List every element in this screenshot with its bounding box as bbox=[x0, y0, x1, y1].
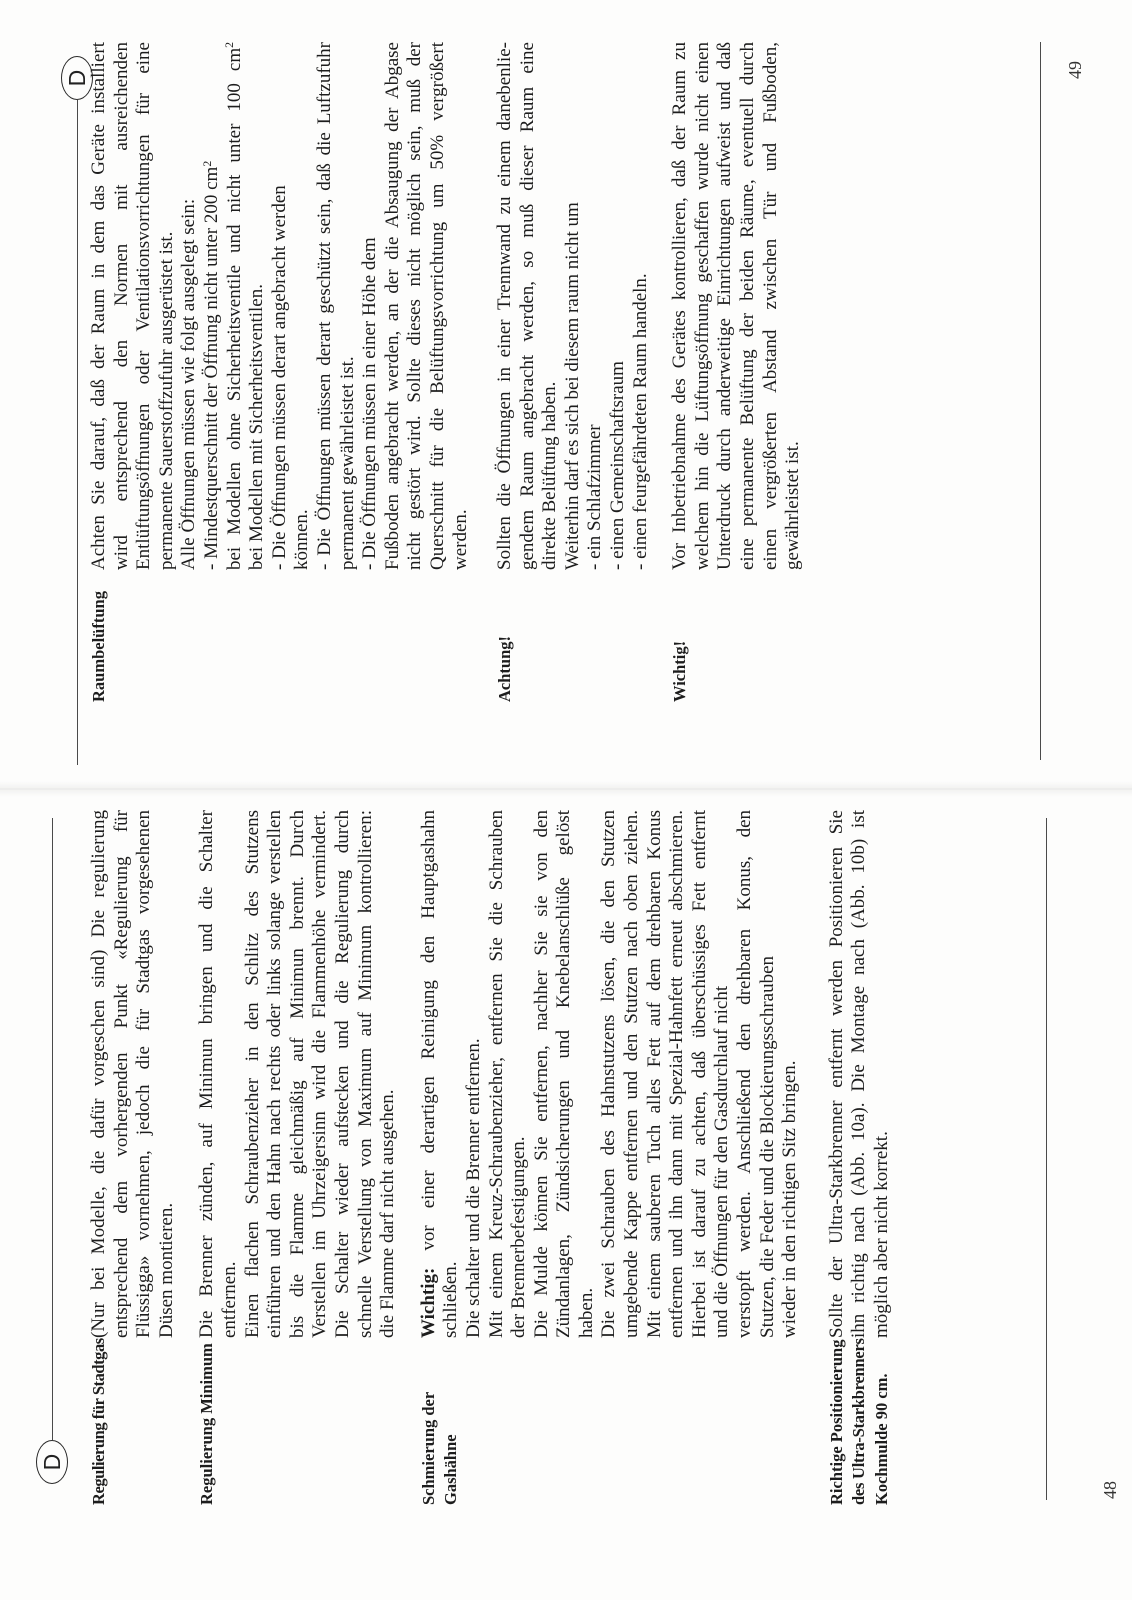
footer-rule bbox=[1046, 818, 1047, 1500]
paragraph bbox=[669, 42, 805, 570]
paragraph bbox=[224, 42, 269, 570]
text-line: Die Mulde können Sie entfernen, nachher Sie sie von den bbox=[530, 810, 552, 1338]
text-line: Hierbei ist darauf zu achten, daß überschüssiges Fett entfernt bbox=[688, 810, 710, 1338]
text-line: Stutzen, die Feder und die Blockierungsschrauben bbox=[756, 955, 778, 1338]
text-line: Weiterhin darf es sich bei diesem raum nicht um bbox=[561, 202, 583, 570]
section-wichtig bbox=[669, 42, 805, 702]
line-text: bei Modellen ohne Sicherheitsventile und nicht unter 100 cm bbox=[223, 47, 245, 570]
section-body bbox=[88, 42, 472, 570]
section-heading-line: Kochmulde 90 cm. bbox=[872, 1373, 891, 1505]
text-line: Vor Inbetriebnahme des Gerätes kontrollieren, daß der Raum zu bbox=[669, 42, 691, 570]
text-line: (Nur bei Modelle, die dafür vorgeschen sind) Die regulierung bbox=[88, 810, 109, 1338]
text-line: Alle Öffnungen müssen wie folgt ausgelegt sein: bbox=[178, 198, 200, 570]
section-body bbox=[669, 42, 805, 570]
header-rule bbox=[52, 818, 53, 1440]
paragraph bbox=[630, 42, 653, 570]
text-line: Die zwei Schrauben des Hahnstutzens lösen, die den Stutzen bbox=[598, 810, 620, 1338]
text-line bbox=[224, 42, 247, 570]
text-line: - Die Öffnungen müssen derart geschützt sein, daß die Luftzufuhr bbox=[313, 42, 335, 570]
text-line: ihn richtig nach (Abb. 10a). Die Montage nach (Abb. 10b) ist bbox=[848, 810, 870, 1338]
text-line: Querschnitt für die Belüftungsvorrichtung um 50% vergrößert bbox=[426, 42, 448, 570]
text-line: haben. bbox=[575, 1287, 597, 1338]
text-line: Verstellen im Uhrzeigersinn wird die Flammenhöhe vermindert. bbox=[309, 810, 331, 1338]
section-regulierung-minimum bbox=[196, 810, 399, 1505]
paragraph bbox=[178, 42, 201, 570]
text-line: Unterdruck durch anderweitige Einrichtungen aufweist und daß bbox=[714, 42, 736, 570]
language-marker-letter: D bbox=[63, 69, 90, 87]
text-line bbox=[201, 42, 224, 570]
page-content bbox=[88, 42, 805, 702]
section-heading-line: Regulierung Minimum bbox=[197, 1343, 217, 1505]
section-heading bbox=[826, 1338, 894, 1505]
text-line: Einen flachen Schraubenzieher in den Schlitz des Stutzens bbox=[241, 810, 263, 1338]
text-line: Flüssigga» vornehmen, jedoch die für Stadtgas vorgesehenen bbox=[133, 810, 155, 1338]
superscript: 2 bbox=[200, 160, 214, 167]
section-heading-line: Achtung! bbox=[495, 635, 515, 702]
text-line: - Die Öffnungen müssen in einer Höhe dem bbox=[359, 237, 381, 570]
section-heading-line: Schmierung der bbox=[418, 1391, 438, 1505]
text-line: können. bbox=[291, 509, 313, 570]
text-line: Sollte der Ultra-Starkbrenner entfernt werden Positionieren Sie bbox=[825, 810, 847, 1338]
paragraph bbox=[269, 42, 292, 570]
paragraph bbox=[463, 810, 486, 1338]
bold-label: Wichtig: bbox=[417, 1267, 439, 1338]
text-line: möglich aber nicht korrekt. bbox=[871, 1131, 892, 1338]
section-body bbox=[196, 810, 399, 1338]
text-line: eine permanente Belüftung der beiden Räume, eventuell durch bbox=[737, 42, 759, 570]
paragraph bbox=[584, 42, 607, 570]
section-heading bbox=[418, 1338, 463, 1505]
text-line: Fußboden angebracht werden, an der die Absaugung der Abgase bbox=[381, 42, 403, 570]
text-line: verstopft werden. Anschließend den drehbaren Konus, den bbox=[734, 810, 756, 1338]
text-line: permanente Sauerstoffzufuhr ausgerüstet ist. bbox=[155, 231, 177, 570]
paragraph bbox=[359, 42, 382, 570]
text-line: - einen Gemeinschaftsraum bbox=[607, 361, 629, 570]
paragraph bbox=[826, 810, 894, 1338]
section-heading-line: Regulierung für Stadtgas bbox=[89, 1338, 108, 1505]
paragraph bbox=[531, 810, 599, 1338]
text-line: Die Schalter wieder aufstecken und die Regulierung durch bbox=[331, 810, 353, 1338]
section-heading-line: Raumbelüftung bbox=[89, 591, 108, 702]
text-line: und die Öffnungen für den Gasdurchlauf nicht bbox=[711, 985, 733, 1338]
text-line: die Flamme darf nicht ausgehen. bbox=[377, 1089, 399, 1338]
paragraph bbox=[314, 42, 359, 570]
paragraph bbox=[382, 42, 472, 570]
text-line: - ein Schlafzimmer bbox=[584, 424, 606, 570]
text-line: - Die Öffnungen müssen derart angebracht werden bbox=[268, 185, 290, 570]
section-body bbox=[88, 810, 178, 1338]
text-line: Sollten die Öffnungen in einer Trennwand zu einem danebenlie- bbox=[494, 42, 516, 570]
text-line: gendem Raum angebracht werden, so muß dieser Raum eine bbox=[516, 42, 538, 570]
section-heading bbox=[494, 570, 517, 702]
text-line: entfernen und ihn dann mit Spezial-Hahnfett erneut abschmieren. bbox=[666, 810, 688, 1338]
section-heading bbox=[669, 570, 692, 702]
text-line: bei Modellen mit Sicherheitsventilen. bbox=[246, 284, 268, 570]
section-heading-line: Gashähne bbox=[441, 1434, 461, 1505]
page-48 bbox=[0, 800, 1132, 1600]
section-heading bbox=[196, 1338, 219, 1505]
text-line: einen vergrößerten Abstand zwischen Tür und Fußboden, bbox=[759, 42, 781, 570]
text-line: Zündanlagen, Zündsicherungen und Knebelanschlüße gelöst bbox=[553, 810, 575, 1338]
section-richtige-positionierung-des-ultra-starkbrenners-kochmulde-90-cm bbox=[826, 810, 894, 1505]
section-body bbox=[826, 810, 894, 1338]
section-body bbox=[494, 42, 652, 570]
text-line: welchem hin die Lüftungsöffnung geschaffen wurde nicht einen bbox=[691, 42, 713, 570]
text-line: entfernen. bbox=[218, 1261, 240, 1338]
paragraph bbox=[242, 810, 400, 1338]
section-heading bbox=[88, 570, 111, 702]
text-line: wieder in den richtigen Sitz bringen. bbox=[779, 1060, 801, 1338]
paragraph bbox=[291, 42, 314, 570]
text-line: Mit einem Kreuz-Schraubenzieher, entfernen Sie die Schrauben bbox=[485, 810, 507, 1338]
text-line: wird entsprechend den Normen mit ausreichenden bbox=[110, 42, 132, 570]
section-heading bbox=[88, 1338, 111, 1505]
paragraph bbox=[486, 810, 531, 1338]
paragraph bbox=[562, 42, 585, 570]
text-line: bis die Flamme gleichmäßig auf Minimun brennt. Durch bbox=[286, 810, 308, 1338]
section-schmierung-der-gashaehne bbox=[418, 810, 802, 1505]
paragraph bbox=[88, 42, 178, 570]
page-49 bbox=[0, 0, 1132, 784]
text-line: werden. bbox=[449, 509, 471, 570]
language-marker bbox=[36, 1440, 68, 1484]
text-line: nicht gestört wird. Sollte dieses nicht möglich sein, muß der bbox=[404, 42, 426, 570]
text-line: Die Brenner zünden, auf Minimun bringen und die Schalter bbox=[196, 810, 218, 1338]
paragraph bbox=[494, 42, 562, 570]
text-line: umgebende Kappe entfernen und den Stutzen nach oben ziehen. bbox=[621, 810, 643, 1338]
section-achtung bbox=[494, 42, 652, 702]
text-line: entsprechend dem vorhergenden Punkt «Regulierung für bbox=[110, 810, 132, 1338]
paragraph bbox=[734, 810, 779, 1338]
text-line: Mit einem sauberen Tuch alles Fett auf dem drehbaren Konus bbox=[643, 810, 665, 1338]
page-number: 48 bbox=[1100, 1481, 1120, 1499]
text-line: Achten Sie darauf, daß der Raum in dem das Geräte installiert bbox=[88, 42, 109, 570]
paragraph bbox=[201, 42, 224, 570]
paragraph bbox=[196, 810, 241, 1338]
page-content bbox=[88, 810, 894, 1505]
language-marker-letter: D bbox=[38, 1453, 65, 1471]
paragraph bbox=[607, 42, 630, 570]
paragraph bbox=[598, 810, 734, 1338]
text-line: schließen. bbox=[440, 1261, 462, 1338]
superscript: 2 bbox=[223, 42, 237, 48]
text-line: der Brennerbefestigungen. bbox=[508, 1136, 530, 1338]
page-number: 49 bbox=[1065, 61, 1085, 79]
section-body bbox=[418, 810, 802, 1338]
text-line: permanent gewährleistet ist. bbox=[336, 356, 358, 570]
text-line: Entlüftungsöffnungen oder Ventilationsvorrichtungen für eine bbox=[133, 42, 155, 570]
section-heading-line: Wichtig! bbox=[670, 640, 690, 702]
text-line: gewährleistet ist. bbox=[782, 441, 804, 570]
text-line: einführen und den Hahn nach rechts oder links solange verstellen bbox=[264, 810, 286, 1338]
text-line: schnelle Verstellung von Maximum auf Minimum kontrollieren: bbox=[354, 810, 376, 1338]
header-rule bbox=[77, 100, 78, 765]
text-line: Düsen montieren. bbox=[155, 1202, 177, 1338]
paragraph bbox=[88, 810, 178, 1338]
section-raumbelueftung bbox=[88, 42, 472, 702]
text-line: Die schalter und die Brenner entfernen. bbox=[462, 1038, 484, 1338]
line-text: - Mindestquerschnitt der Öffnung nicht unter 200 cm bbox=[200, 166, 222, 570]
paragraph bbox=[418, 810, 463, 1338]
line-text: vor einer derartigen Reinigung den Hauptgashahn bbox=[417, 810, 439, 1268]
footer-rule bbox=[1040, 42, 1041, 760]
section-heading-line: des Ultra-Starkbrenners bbox=[849, 1338, 869, 1505]
section-heading-line: Richtige Positionierung bbox=[826, 1339, 846, 1505]
paragraph bbox=[779, 810, 802, 1338]
text-line: - einen feurgefährdeten Raum handeln. bbox=[629, 273, 651, 570]
text-line bbox=[418, 810, 441, 1338]
section-regulierung-fuer-stadtgas bbox=[88, 810, 178, 1505]
text-line: direkte Belüftung haben. bbox=[539, 381, 561, 570]
